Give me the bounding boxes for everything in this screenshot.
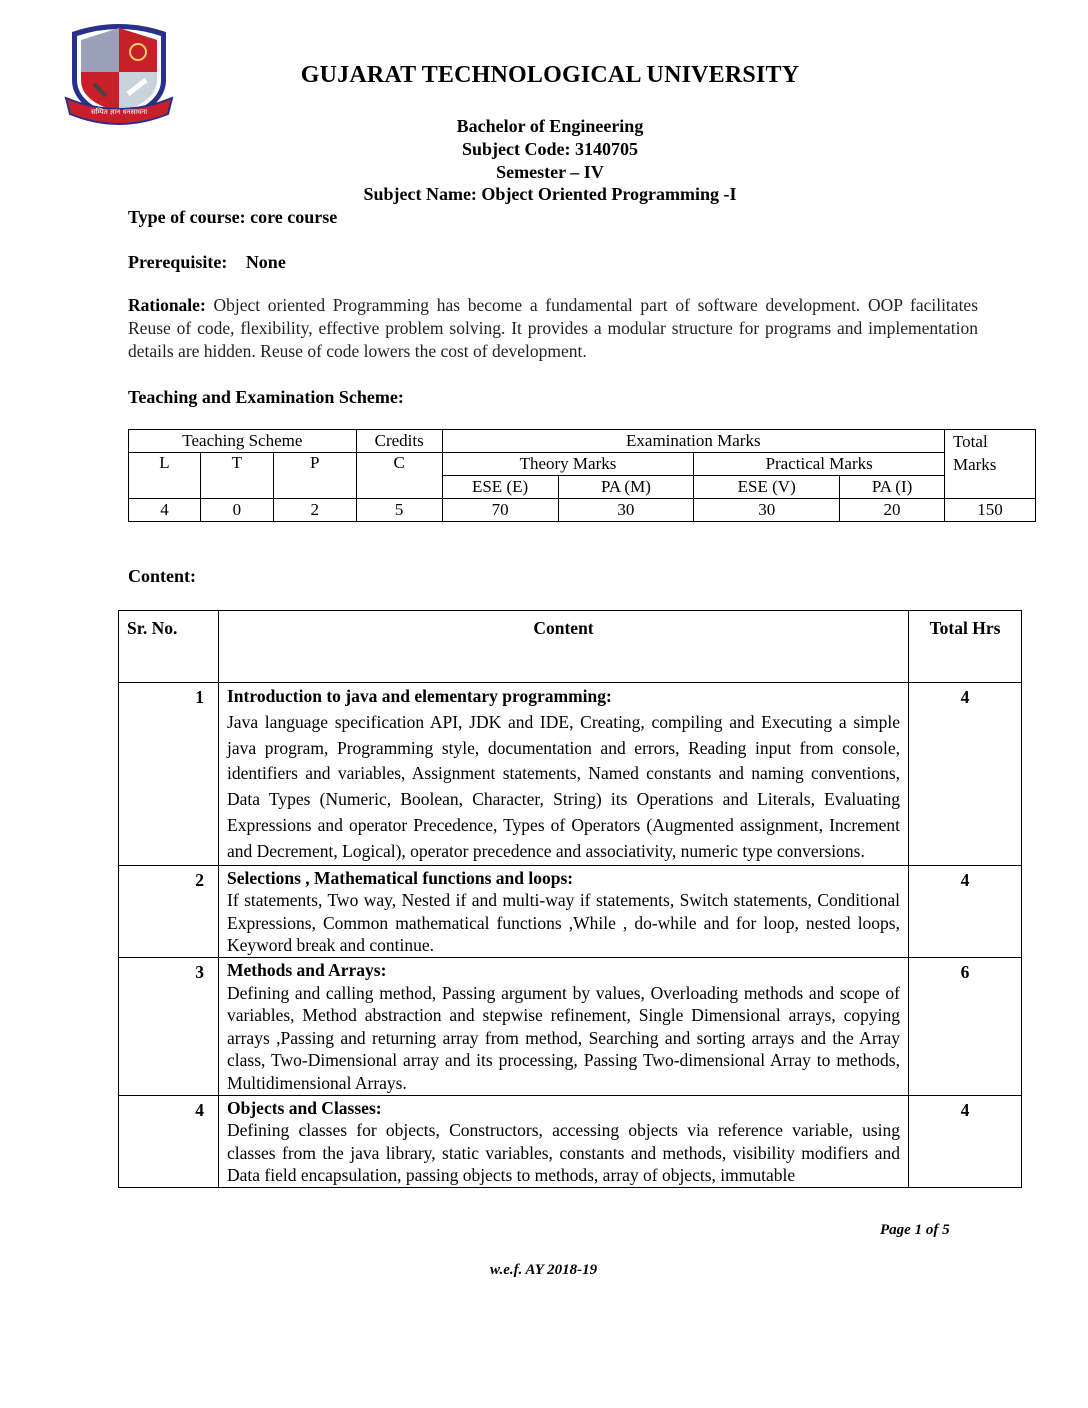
teaching-exam-scheme-table [128,429,1036,522]
topic-text: If statements, Two way, Nested if and multi-way if statements, Switch statements, Conditional Expressions, Common mathematical functions ,While , do-while and for loop, nested loops, Keyword break and continue. [227,890,900,956]
ese-v-value: 30 [694,499,840,522]
topic-title: Introduction to java and elementary programming: [227,686,612,706]
topic-text: Java language specification API, JDK and IDE, Creating, compiling and Executing a simple java program, Programming style, documentation and errors, Reading input from console, identifiers and variables, Assignment statements, Named constants and naming conventions, Data Types (Numeric, Boolean, Character, String) its Operations and Literals, Evaluating Expressions and operator Precedence, Types of Operators (Augmented assignment, Increment and Decrement, Logical), operator precedence and associativity, numeric type conversions. [227,711,900,861]
row-sr-no: 2 [119,865,219,957]
content-header: Content [219,611,909,683]
content-table [118,610,1022,1188]
ese-e-value: 70 [442,499,558,522]
prerequisite-value: None [245,252,286,272]
ese-e-header: ESE (E) [442,476,558,499]
table-row [119,957,1022,1095]
row-content [219,683,909,866]
row-sr-no: 3 [119,957,219,1095]
practical-header: P [273,453,356,499]
row-content [219,865,909,957]
pa-m-header: PA (M) [558,476,694,499]
row-content [219,1095,909,1187]
tutorial-value: 0 [200,499,273,522]
topic-title: Objects and Classes: [227,1097,382,1118]
row-hours: 4 [909,865,1022,957]
rationale-text: Object oriented Programming has become a fundamental part of software development. OOP facilitates Reuse of code, flexibility, effective problem solving. It provides a modular structure for programs and implementation details are hidden. Reuse of code lowers the cost of development. [128,295,979,361]
exam-marks-header: Examination Marks [442,430,944,453]
topic-text: Defining and calling method, Passing argument by values, Overloading methods and scope of variables, Method abstraction and stepwise refinement, Single Dimensional arrays, copying arrays ,Passing and returning array from method, Searching and sorting arrays and the Array class, Two-Dimensional array and its processing, Passing Two-dimensional Array to methods, Multidimensional Arrays. [227,982,900,1093]
rationale-paragraph [128,294,978,363]
total-hrs-header: Total Hrs [909,611,1022,683]
credits-header: Credits [356,430,442,453]
topic-title: Selections , Mathematical functions and loops: [227,867,574,888]
topic-text: Defining classes for objects, Constructors, accessing objects via reference variable, using classes from the java library, static variables, constants and methods, visibility modifiers and Data field encapsulation, passing objects to methods, array of objects, immutable [227,1120,900,1186]
practical-marks-header: Practical Marks [694,453,945,476]
total-marks-header: Total Marks [944,430,1035,499]
subject-code: Subject Code: 3140705 [462,139,638,159]
pa-m-value: 30 [558,499,694,522]
table-row [119,683,1022,866]
ese-v-header: ESE (V) [694,476,840,499]
row-hours: 4 [909,683,1022,866]
practical-value: 2 [273,499,356,522]
row-hours: 4 [909,1095,1022,1187]
lecture-value: 4 [129,499,201,522]
prerequisite-label: Prerequisite: [128,252,228,272]
topic-title: Methods and Arrays: [227,959,387,980]
credit-value: 5 [356,499,442,522]
row-hours: 6 [909,957,1022,1095]
university-name: GUJARAT TECHNOLOGICAL UNIVERSITY [300,62,800,88]
course-type-value: core course [250,207,338,227]
subject-name: Subject Name: Object Oriented Programming -I [363,184,737,204]
rationale-label: Rationale: [128,295,206,315]
credit-header: C [356,453,442,499]
teaching-scheme-header: Teaching Scheme [129,430,357,453]
page-number: Page 1 of 5 [880,1222,950,1238]
logo-motto: सम्पित ज्ञान धनसाधना [90,108,148,116]
pa-i-value: 20 [840,499,945,522]
pa-i-header: PA (I) [840,476,945,499]
content-heading: Content: [128,566,196,586]
program-name: Bachelor of Engineering [456,116,644,136]
lecture-header: L [129,453,201,499]
course-type-label: Type of course: [128,207,246,227]
row-content [219,957,909,1095]
theory-marks-header: Theory Marks [442,453,694,476]
sr-no-header: Sr. No. [119,611,219,683]
gtu-shield-icon [64,22,174,127]
row-sr-no: 1 [119,683,219,866]
effective-year: w.e.f. AY 2018-19 [490,1262,598,1278]
total-marks-value: 150 [944,499,1035,522]
table-row [119,1095,1022,1187]
course-type [128,207,337,228]
scheme-heading: Teaching and Examination Scheme: [128,387,404,407]
semester: Semester – IV [496,162,604,182]
prerequisite [128,252,286,273]
row-sr-no: 4 [119,1095,219,1187]
table-row [119,865,1022,957]
tutorial-header: T [200,453,273,499]
university-logo [64,22,174,127]
